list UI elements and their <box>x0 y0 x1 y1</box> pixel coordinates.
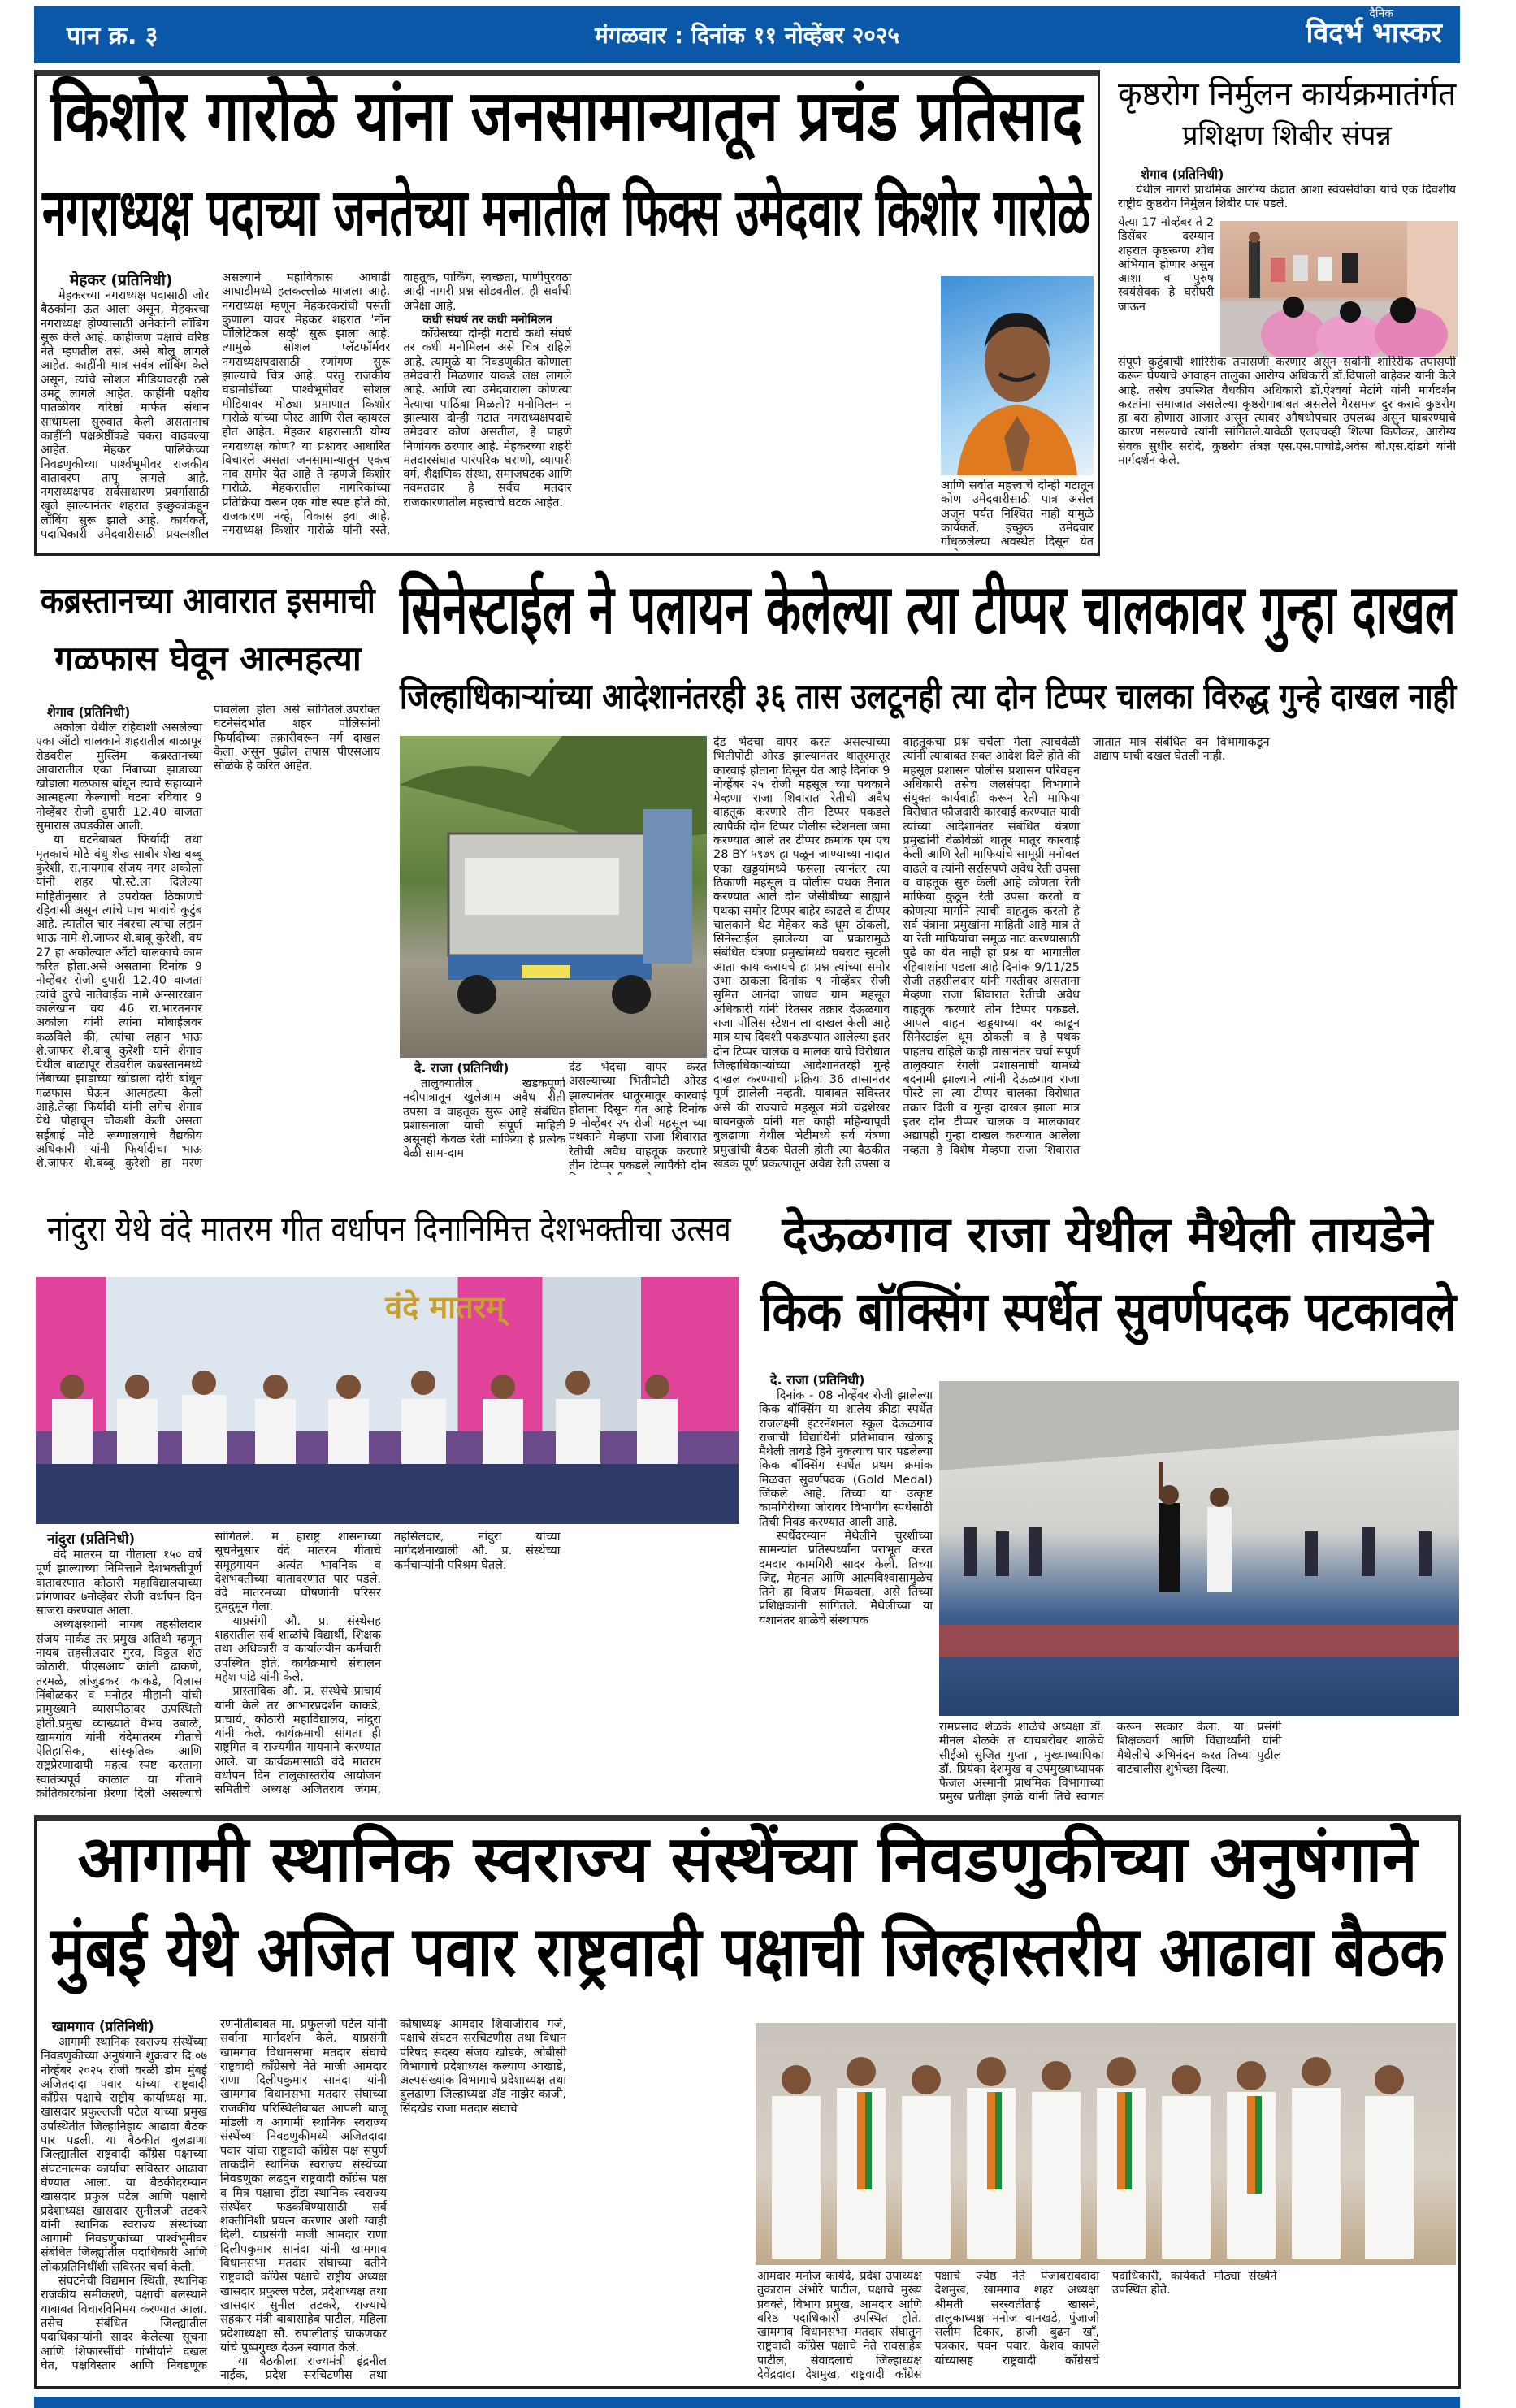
tipper-dateline: दे. राजा (प्रतिनिधी) <box>414 1060 509 1076</box>
tipper-truck-photo <box>400 736 707 1058</box>
nandura-headline-wrap <box>47 1209 731 1253</box>
footer-bar <box>34 2397 1460 2408</box>
sidebar-headline-2: प्रशिक्षण शिबीर संपन्न <box>1182 119 1392 152</box>
paragraph: काँग्रेसच्या दोन्ही गटाचे कधी संघर्ष तर कधी मनोमिलन असे चित्र राहिले आहे. त्यामुळे या निवडणुकीत कोणाला उमेदवारी मिळणार याकडे लक्ष लागले आहे. आणि त्या उमेदवाराला कोणत्या नेत्याचा पाठिंबा मिळतो? मनोमिलन न झाल्यास दोन्ही गटात नगराध्यक्षपदाचे उमेदवार कोण असतील, हे पाहणे निर्णायक ठरणार आहे. मेहकरच्या शहरी मतदारसंघात पारंपरिक घराणी, व्यापारी वर्ग, शैक्षणिक संस्था, समाजघटक आणि नवमतदार हे सर्वच मतदार राजकारणातील महत्त्वाचे घटक आहेत. <box>403 327 572 509</box>
paragraph: प्रास्ताविक औ. प्र. संस्थेचे प्राचार्य यांनी केले तर आभारप्रदर्शन काकडे, प्राचार्य, कोठारी महाविद्यालय, नांदुरा यांनी केले. कार्यक्रमाची सांगता ही राष्ट्रगित व राज्यगीत गायनाने करण्यात आले. या कार्यक्रमासाठी वंदे मातरम वर्धापन दिन तालुकास्तरीय आयोजन समितीचे अध्यक्ष अजितराव जंगम, तहसिलदार, नांदुरा यांच्या मार्गदर्शनाखाली औ. प्र. संस्थेच्या कर्मचाऱ्यांनी परिश्रम घेतले. <box>214 1531 561 1797</box>
sidebar-dateline: शेगाव (प्रतिनिधी) <box>1141 167 1224 182</box>
vande-mataram-event-photo <box>36 1277 739 1524</box>
kickboxing-headline-1-wrap <box>756 1206 1459 1263</box>
paragraph: मेहकरच्या नगराध्यक्ष पदासाठी जोर बैठकांना ऊत आला असून, मेहकरचा नगराध्यक्ष होण्यासाठी अनेकांनी लॉबिंग सुरू केले आहे. काहीजण पक्षाचे वरिष्ठ नेते म्हणतील तसं. असे बोलू लागले आहेत. काहींनी मात्र सर्वत्र लॉबिंग केले असून, त्यांचे सोशल मीडियावरही ठसे उमटू लागले आहेत. काहींनी पक्षीय पातळीवर वरिष्ठां मार्फत संधान साधायला सुरुवात केली असतानाच काहींनी पक्षश्रेष्ठींकडे चकरा वाढवल्या आहेत. मेहकर पालिकेच्या निवडणुकीच्या पार्श्वभूमीवर राजकीय वातावरण तापू लागले आहे. नगराध्यक्षपद सर्वसाधारण प्रवर्गासाठी खुले झाल्यानंतर शहरात इच्छुकांकडून लॉबिंग सुरू झाले आहे. कार्यकर्ते, पदाधिकारी उमेदवारीसाठी प्रयत्नशील असल्याने महाविकास आघाडी आघाडीमध्ये हलकल्लोळ माजला आहे. नगराध्यक्ष म्हणून मेहकरकरांची पसंती कुणाला यावर मेहकर शहरात 'नॉन पॉलिटिकल सर्व्हे' सुरू झाला आहे. त्यामुळे सोशल प्लॅटफॉर्मवर नगराध्यक्षपदासाठी रणांगण सुरू झाल्याचे चित्र आहे. परंतु राजकीय घडामोडींच्या पार्श्वभूमीवर सोशल मीडियावर मोठ्या प्रमाणात किशोर गारोळे यांच्या पोस्ट आणि रील व्हायरल होत आहेत. मेहकर शहरासाठी योग्य नगराध्यक्ष कोण? या प्रश्नावर आधारित विचारले असता जनसामान्यातून एकच नाव समोर येत आहे ते म्हणजे किशोर गारोळे. मेहकरातील नागरिकांच्या प्रतिक्रिया वरून एक गोष्ट स्पष्ट होते की, राजकारण नव्हे, विकास हवा आहे. नगराध्यक्ष किशोर गारोळे यांनी रस्ते, वाहतूक, पार्किंग, स्वच्छता, पाणीपुरवठा आदी नागरी प्रश्न सोडवतील, ही सर्वांची अपेक्षा आहे. <box>41 271 572 542</box>
training-camp-photo <box>1220 221 1458 357</box>
kickboxing-story-body <box>759 1371 933 1805</box>
paragraph: दिनांक - 08 नोव्हेंबर रोजी झालेल्या किक बॉक्सिंग या शालेय क्रीडा स्पर्धेत राजलक्ष्मी इंटरनॅशनल स्कूल देऊळगाव राजाची विद्यार्थिनी प्रतिभावान खेळाडू मैथेली तायडे हिने नुकत्याच पार पडलेल्या किक बॉक्सिंग स्पर्धेत प्रथम क्रमांक मिळवत सुवर्णपदक (Gold Medal) जिंकले आहे. तिच्या या उत्कृष्ट कामगिरीच्या जोरावर विभागीय स्पर्धेसाठी तिची निवड करण्यात आली आहे. <box>759 1389 933 1529</box>
paragraph: स्पर्धेदरम्यान मैथेलीने चुरशीच्या सामन्यांत प्रतिस्पर्ध्यांना पराभूत करत दमदार कामगिरी सादर केली. तिच्या जिद्द, मेहनत आणि आत्मविश्वासामुळेच तिने हा विजय मिळवला, असे तिच्या प्रशिक्षकांनी सांगितले. मैथेलीच्या या यशानंतर शाळेचे संस्थापक <box>759 1529 933 1627</box>
dateline: खामगाव (प्रतिनिधी) <box>52 2019 154 2035</box>
paragraph: आगामी स्थानिक स्वराज्य संस्थेंच्या निवडणुकीच्या अनुषंगाने शुक्रवार दि.०७ नोव्हेंबर २०२५ रोजी वरळी डोम मुंबई अजितदादा पवार यांच्या राष्ट्रवादी काँग्रेस पक्षाचे राष्ट्रीय कार्याध्यक्ष मा. खासदार प्रफुल्लजी पटेल यांच्या प्रमुख उपस्थितीत जिल्हानिहाय आढावा बैठक पार पडली. या बैठकीत बुलडाणा जिल्ह्यातील राष्ट्रवादी काँग्रेस पक्षाच्या संघटनात्मक कार्याचा सविस्तर आढावा घेण्यात आला. या बैठकीदरम्यान खासदार प्रफुल पटेल आणि पक्षाचे प्रदेशाध्यक्ष खासदार सुनीलजी तटकरे यांनी स्थानिक स्वराज्य संस्थांच्या आगामी निवडणुकांच्या पार्श्वभूमीवर संबंधित जिल्ह्यांतील पदाधिकारी आणि लोकप्रतिनिधींशी सविस्तर चर्चा केली. <box>41 2036 207 2274</box>
ncp-meeting-photo <box>756 2023 1456 2265</box>
nandura-headline: नांदुरा येथे वंदे मातरम गीत वर्धापन दिनानिमित्त देशभक्तीचा उत्सव <box>47 1209 731 1249</box>
suicide-headline-2-wrap <box>34 639 382 678</box>
lead-headline: किशोर गारोळे यांना जनसामान्यातून प्रचंड प्रतिसाद <box>50 76 1083 157</box>
dateline: दे. राजा (प्रतिनिधी) <box>770 1372 865 1388</box>
portrait-figure <box>941 276 1094 475</box>
issue-date: मंगळवार : दिनांक ११ नोव्हेंबर २०२५ <box>595 22 899 49</box>
dateline: शेगाव (प्रतिनिधी) <box>47 704 131 720</box>
candidate-portrait-photo <box>941 276 1094 475</box>
tipper-subheadline-wrap <box>400 676 1457 721</box>
training-camp-scene <box>1220 221 1458 357</box>
sidebar-headline-1-wrap <box>1118 78 1456 112</box>
paragraph: अकोला येथील रहिवाशी असलेल्या एका ऑटो चालकाने शहरातील बाळापूर रोडवरील मुस्लिम कब्रस्तानच्या आवारातील एका निंबाच्या झाडाच्या खोडाला गळफास बांधून त्याचे सहाय्याने आत्महत्या केल्याची घटना रविवार 9 नोव्हेंबर रोजी दुपारी 12.40 वाजता सुमारास उघडकीस आली. <box>36 721 202 834</box>
paragraph: या बैठकीला राज्यमंत्री इंद्रनील नाईक, प्रदेश सरचिटणीस तथा कोषाध्यक्ष आमदार शिवाजीराव गर्जे, पक्षाचे संघटन सरचिटणीस तथा विधान परिषद सदस्य संजय खोडके, ओबीसी विभागाचे प्रदेशाध्यक्ष कल्याण आखाडे, अल्पसंख्यांक विभागाचे प्रदेशाध्यक्ष तथा बुलढाणा जिल्हाध्यक्ष ॲड नाझेर काजी, सिंदखेड राजा मतदार संघाचे <box>220 2018 566 2383</box>
nandura-story-body <box>36 1531 739 1804</box>
paragraph: अध्यक्षस्थानी नायब तहसीलदार संजय मार्कंड तर प्रमुख अतिथी म्हणून नायब तहसीलदार गुरव, विठ्ठल शेठ कोठारी, पीएसआय क्रांती ढाकणे, तरमळे, लांजुडकर काकडे, विलास निंबोळकर व मनोहर मीहानी यांची प्रामुख्याने व्यासपीठावर ऊपस्थिती होती.प्रमुख व्याख्याते वैभव उबाळे, खामगांव यांनी वंदेमातरम गीताचे ऐतिहासिक, सांस्कृतिक आणि राष्ट्रप्रेरणादायी महत्व स्पष्ट करताना स्वातंत्र्यपूर्व काळात या गीताने क्रांतिकारकांना प्रेरणा दिली असल्याचे सांगितले. म हाराष्ट्र शासनाच्या सूचनेनुसार वंदे मातरम गीताचे समूहगायन अत्यंत भावनिक व देशभक्तीच्या वातावरणात पार पडले. वंदे मातरमच्या घोषणांनी परिसर दुमदुमून गेला. <box>36 1531 381 1801</box>
lead-subheadline-wrap <box>42 175 1091 262</box>
ncp-subheadline: मुंबई येथे अजित पवार राष्ट्रवादी पक्षाची जिल्हास्तरीय आढावा बैठक <box>50 1912 1445 1991</box>
tipper-truck <box>400 736 707 1058</box>
logo-name: विदर्भ भास्कर <box>1306 17 1442 50</box>
party-leaders-group <box>756 2023 1456 2265</box>
paragraph: संघटनेची विद्यमान स्थिती, स्थानिक राजकीय समीकरणे, पक्षाची बलस्थाने याबाबत विचारविनिमय करण्यात आला. तसेच संबंधित जिल्ह्यातील पदाधिकाऱ्यांनी सादर केलेल्या सूचना आणि शिफारसींची गांभीर्याने दखल घेत, पक्षविस्तार आणि निवडणूक रणनीतीबाबत मा. प्रफुलजी पटेल यांनी सर्वांना मार्गदर्शन केले. याप्रसंगी खामगाव विधानसभा मतदार संघाचे राष्ट्रवादी काँग्रेसचे नेते माजी आमदार राणा दिलीपकुमार सानंदा यांनी खामगाव विधानसभा मतदार संघाच्या राजकीय परिस्थितीबाबत आपली बाजू मांडली व आगामी स्थानिक स्वराज्य संस्थेंच्या निवडणुकीमध्ये अजितदादा पवार यांचा राष्ट्रवादी काँग्रेस पक्ष संपुर्ण ताकदीने स्थानिक स्वराज्य संस्थेंच्या निवडणुका लढवुन राष्ट्रवादी काँग्रेस पक्ष व मित्र पक्षाचा झेंडा स्थानिक स्वराज्य संस्थेंवर फडकविण्यासाठी सर्व शक्तीनिशी प्रयत्न करणार अशी ग्वाही दिली. याप्रसंगी माजी आमदार राणा दिलीपकुमार सानंदा यांनी खामगाव विधानसभा मतदार संघाच्या वतीने राष्ट्रवादी काँग्रेस पक्षाचे राष्ट्रीय अध्यक्ष खासदार प्रफुल्ल पटेल, प्रदेशाध्यक्ष तथा खासदार सुनील तटकरे, राज्याचे सहकार मंत्री बाबासाहेब पाटील, महिला प्रदेशाध्यक्षा सौ. रुपालीताई चाकणकर यांचे पुष्पगुच्छ देऊन स्वागत केले. <box>41 2018 387 2372</box>
sidebar-lead: येथील नागरी प्राथमिक आरोग्य केंद्रात आशा स्वंयसेवीका यांचे एक दिवशीय राष्ट्रीय कुष्ठरोग निर्मुलन शिबीर पार पडले. <box>1118 184 1456 211</box>
paragraph: याप्रसंगी औ. प्र. संस्थेसह शहरातील सर्व शाळांचे विद्यार्थी, शिक्षक तथा अधिकारी व कार्यालयीन कर्मचारी उपस्थित होते. कार्यक्रमाचे संचालन महेश पांडे यांनी केले. <box>214 1614 381 1684</box>
stage-guests <box>36 1277 739 1524</box>
kickboxing-medal-photo <box>939 1381 1459 1716</box>
suicide-story-body <box>36 704 380 1175</box>
ncp-headline-1-wrap <box>34 1823 1461 1896</box>
banner-text: वंदे मातरम् <box>385 1289 505 1325</box>
subhead: कधी संघर्ष तर कधी मनोमिलन <box>422 313 552 327</box>
dateline: मेहकर (प्रतिनिधी) <box>70 271 173 289</box>
lead-story-continuation: आणि सर्वात महत्त्वाचे दोन्ही गटातून कोण उमेदवारीसाठी पात्र असेल अजून पर्यंत निश्चित नाही यामुळे कार्यकर्ते, इच्छुक उमेदवार गोंधळलेल्या अवस्थेत दिसून येत <box>941 479 1094 549</box>
sidebar-body: संपूर्ण कुटुंबाची शारिरीक तपासणी करणार असून सर्वांनी शारिरीक तपासणी करून घेण्याचे आवाहन तालुका आरोग्य अधिकारी डॉ.दिपाली बाहेकर यांनी केले आहे. तसेच उपस्थित वैधकीय अधिकारी डॉ.ऐश्वर्या मेटांगे यांनी मार्गदर्शन करतांना समाजात असलेल्या कृष्ठरोगाबाबत असलेले गैरसमज दुर करावे कुष्ठरोग हा बरा होणारा आजार असून त्यावर औषधोपचार उपलब्ध असुन घाबरण्याचे कारण नसल्याचे त्यांनी सांगितले.यावेळी एलएचव्ही शिल्पा किणेकर, आरोग्य सेवक सुधीर सरोदे, कुष्ठरोग तंत्रज्ञ एस.एस.पाचोडे,अवेस बी.एस.दांडगे यांनी मार्गदर्शन केले. <box>1118 356 1456 468</box>
tipper-body-under-photo: तालुक्यातील खडकपूर्णा नदीपात्रातून खुलेआम अवैध रीती उपसा व वाहतूक सुरू आहे संबंधित प्रशासनाला याची संपूर्ण माहिती असूनही केवळ रेती माफिया हे प्रत्येक वेळी साम-दाम <box>403 1077 565 1161</box>
ncp-headline-2-wrap <box>50 1912 1445 1999</box>
paragraph: दंड भेदचा वापर करत असल्याच्या भितीपोटी ओरड झाल्यानंतर थातूरमातूर कारवाई होताना दिसून येत आहे दिनांक 9 नोव्हेंबर २५ रोजी महसूल च्या पथकाने मेव्हणा राजा शिवारात रेतीची अवैध वाहतूक करणारे तीन टिप्पर पकडले त्यापैकी दोन <box>569 1061 707 1173</box>
tipper-story-body-columns <box>713 736 1459 1175</box>
sidebar-headline-2-wrap <box>1118 119 1456 152</box>
suicide-headline: कब्रस्तानच्या आवारात इसमाची <box>41 580 375 621</box>
newspaper-logo <box>1306 7 1442 50</box>
dateline: नांदुरा (प्रतिनिधी) <box>47 1531 136 1548</box>
suicide-headline-2: गळफास घेवून आत्महत्या <box>54 639 362 678</box>
kickboxing-headline-2-wrap <box>760 1280 1457 1350</box>
kickboxing-headline-2: किक बॉक्सिंग स्पर्धेत सुवर्णपदक पटकावले <box>760 1280 1457 1343</box>
paragraph: दंड भेदचा वापर करत असल्याच्या भितीपोटी ओरड झाल्यानंतर थातूरमातूर कारवाई होताना दिसून येत आहे दिनांक 9 नोव्हेंबर २५ रोजी महसूल च्या पथकाने मेव्हणा राजा शिवारात रेतीची अवैध वाहतूक करणारे तीन टिप्पर पकडले त्यापैकी दोन टिप्पर पोलीस स्टेशनला जमा करण्यात आले तर टीप्पर क्रमांक एम एच 28 BY ५९७९ हा पळून जाण्याच्या नादात एका खड्डयांमध्ये फसला त्यानंतर त्या ठिकाणी महसूल व पोलीस पथक तैनात करण्यात आले दोन जेसीबीच्या साह्याने पथका समोर टिप्पर बाहेर काढले व टीप्पर चालकाने थेट मेहेकर कडे धूम ठोकली, सिनेस्टाईल झालेल्या या प्रकारामुळे संबंधित यंत्रणा प्रमुखांमध्ये घबराट सुटली आता काय करायचे हा प्रश्न त्यांच्या समोर उभा ठाकला दिनांक ९ नोव्हेंबर रोजी सुमित आनंदा जाधव ग्राम महसूल अधिकारी यांनी रितसर तक्रार देऊळगाव राजा पोलिस स्टेशन ला दाखल केली आहे मात्र याच दिवशी पकडण्यात आलेल्या इतर दोन टिप्पर चालक व मालक यांचे विरोधात जिल्हाधिकाऱ्यांच्या आदेशानंतरही गुन्हे दाखल करण्याची प्रक्रिया 36 तासानंतर पूर्ण झालेली नव्हती. याबाबत सविस्तर असे की राज्याचे महसूल मंत्री चंद्रशेखर बावनकुळे यांनी गत काही महिन्यापूर्वी बुलढाणा येथील भेटीमध्ये सर्व यंत्रणा प्रमुखांची बैठक घेतली होती त्या बैठकीत खडक पूर्ण प्रकल्पातून अवैद्य रेती उपसा व वाहतूकचा प्रश्न चर्चेला गेला त्याचवेळी त्यांनी त्याबाबत सक्त आदेश दिले होते की महसूल प्रशासन पोलीस प्रशासन परिवहन अधिकारी तसेच जलसंपदा विभागाने संयुक्त कार्यवाही करून रेती माफिया विरोधात फौजदारी कारवाई करण्यात यावी त्यांच्या आदेशानंतर संबंधित यंत्रणा प्रमुखांनी वेळोवेळी थातूर मातूर कारवाई केली आणि रेती माफियांचे सामूग्री मनोबल वाढले व त्यांनी सर्रासपणे अवैध रेती उपसा व वाहतूक सुरु केली आहे कोणता रेती माफिया कुठून रेती उपसा करतो व कोणत्या मार्गाने त्याची वाहतुक करतो हे सर्व यंत्राना प्रमुखांना माहिती आहे मात्र ते या रेती माफियांचा समूळ नाट करण्यासाठी पुढे का येत नाही हा प्रश्न या भागातील रहिवाशांना पडला आहे दिनांक 9/11/25 रोजी तहसीलदार यांनी गस्तीवर असताना मेव्हणा राजा शिवारात रेतीची अवैध वाहतूक करणारे तीन टिप्पर पकडले. आपले वाहन खड्डयाच्या वर काढून सिनेस्टाईल धूम ठोकली व हे पथक पाहतच राहिले काही तासानंतर चर्चा संपूर्ण तालुक्यात रंगली प्रशासनाची यामध्ये बदनामी झाल्याने त्यांनी देऊळगाव राजा पोस्टे ला त्या टीप्पर चालका विरोधात तक्रार दिली व गुन्हा दाखल झाला मात्र इतर दोन टीप्पर चालक व मालकावर अद्यापही गुन्हा दाखल करण्यात आलेला नव्हता हे विशेष मेव्हणा राजा शिवारात जातात मात्र संबंधित वन विभागाकडून अद्याप याची दखल घेतली नाही. <box>713 736 1270 1171</box>
page-number: पान क्र. ३ <box>67 22 158 50</box>
ncp-story-body <box>41 2018 746 2384</box>
tipper-headline-wrap <box>400 570 1456 656</box>
sidebar-headline: कृष्ठरोग निर्मुलन कार्यक्रमातंर्गत <box>1118 76 1457 113</box>
ncp-headline: आगामी स्थानिक स्वराज्य संस्थेंच्या निवडणुकीच्या अनुषंगाने <box>77 1823 1418 1896</box>
paragraph: वंदे मातरम या गीताला १५० वर्षे पूर्ण झाल्याच्या निमित्ताने देशभक्तीपूर्ण वातावरणात कोठारी महाविद्यालयाच्या प्रांगणावर ७नोव्हेंबर रोजी वर्धापन दिन साजरा करण्यात आला. <box>36 1548 202 1618</box>
sidebar-body-left: येत्या 17 नोव्हेंबर ते 2 डिसेंबर दरम्यान शहरात कृष्ठरूग्ण शोध अभियान होणार असुन आशा व पुरुष स्वयंसेवक हे घरोघरी जाऊन <box>1118 216 1214 314</box>
gym-hall-scene <box>939 1381 1459 1716</box>
ncp-caption: आमदार मनोज कायंदे, प्रदेश उपाध्यक्ष तुकाराम अंभोरे पाटील, पक्षाचे मुख्य प्रवक्ते, विभाग प्रमुख, आमदार आणि वरिष्ठ पदाधिकारी उपस्थित होते. खामगाव विधानसभा मतदार संघातुन राष्ट्रवादी काँग्रेस पक्षाचे नेते रावसाहेब पाटील, सेवादलाचे जिल्हाध्यक्ष देवेंद्रदादा देशमुख, राष्ट्रवादी काँग्रेस पक्षाचे ज्येष्ठ नेते पंजाबरावदादा देशमुख, खामगाव शहर अध्यक्षा श्रीमती सरस्वतीताई खासने, तालुकाध्यक्ष मनोज वानखडे, पुंजाजी सलीम टिकार, हाजी बुढन खाँ, पत्रकार, पवन पवार, केशव कापले यांच्यासह राष्ट्रवादी काँग्रेसचे पदाधिकारी, कार्यकर्ते मोठ्या संख्येने उपस्थित होते. <box>757 2270 1277 2382</box>
suicide-headline-1-wrap <box>41 580 375 624</box>
tipper-subheadline: जिल्हाधिकाऱ्यांच्या आदेशानंतरही ३६ तास उलटूनही त्या दोन टिप्पर चालका विरुद्ध गुन्हे दाखल नाही <box>400 676 1457 717</box>
lead-story-body <box>41 271 934 549</box>
tipper-story-body <box>569 1061 707 1175</box>
logo-prefix: दैनिक <box>1369 7 1393 20</box>
tipper-headline: सिनेस्टाईल ने पलायन केलेल्या त्या टीप्पर चालकावर गुन्हा दाखल <box>400 570 1456 649</box>
lead-subheadline: नगराध्यक्ष पदाच्या जनतेच्या मनातील फिक्स उमेदवार किशोर गारोळे <box>42 175 1091 250</box>
paragraph: या घटनेबाबत फिर्यादी तथा मृतकाचे मोठे बंधु शेख साबीर शेख बब्बू कुरेशी, रा.नायगाव संजय नगर अकोला यांनी शहर पो.स्टे.ला दिलेल्या माहितीनुसार ते उपरोक्त ठिकाणचे रहिवासी असून त्यांचे पाच भावांचे कुटुंब आहे. त्यातील चार नंबरचा त्यांचा लहान भाऊ नामे शे.जाफर शे.बाबू कुरेशी, वय 27 हा अकोल्यात ऑटो चालकाचे काम करित होता.असे असताना दिनांक 9 नोव्हेंबर रोजी दुपारी 12.40 वाजता त्यांचे दुरचे नातेवाईक नामे अन्सारखान कालेखान वय 46 रा.भारतनगर अकोला यांनी त्यांना मोबाईलवर कळविले की, त्यांचा लहान भाऊ शे.जाफर शे.बाबू कुरेशी याने शेगाव येथील बाळापूर रोडवरील कब्रस्तानमध्ये निंबाच्या झाडाच्या खोडाला दोरी बांधून गळफास घेऊन आत्महत्या केली आहे.तेव्हा फिर्यादी यांनी लगेच शेगाव येथे पोहाचून चौकशी केली असता सईबाई मोटे रूग्णालयाचे वैद्यकीय अधिकारी यांनी फिर्यादीचा भाऊ शे.जाफर शे.बब्बू कुरेशी हा मरण पावलेला होता असे सांगितले.उपरोक्त घटनेसंदर्भात शहर पोलिसांनी फिर्यादीच्या तक्रारीवरून मर्ग दाखल केला असून पुढील तपास पीएसआय सोळंके हे करित आहेत. <box>36 704 380 1171</box>
masthead <box>34 6 1460 63</box>
kickboxing-headline: देऊळगाव राजा येथील मैथेली तायडेने <box>782 1206 1433 1263</box>
kickboxing-caption: रामप्रसाद शेळके शाळेचे अध्यक्षा डॉ. मीनल शेळके त याचबरोबर शाळेचे सीईओ सुजित गुप्ता , मुख्याध्यापिका डॉ. प्रियंका देशमुख व उपमुख्याध्यापक फैजल अस्मानी प्राथमिक विभागाच्या प्रमुख प्रतीक्षा इंगळे यांनी तिचे स्वागत करून सत्कार केला. या प्रसंगी शिक्षकवर्ग आणि विद्यार्थ्यांनी यांनी मैथेलीचे अभिनंदन करत तिच्या पुढील वाटचालीस शुभेच्छा दिल्या. <box>939 1721 1282 1804</box>
lead-headline-1-wrap <box>50 76 1083 162</box>
